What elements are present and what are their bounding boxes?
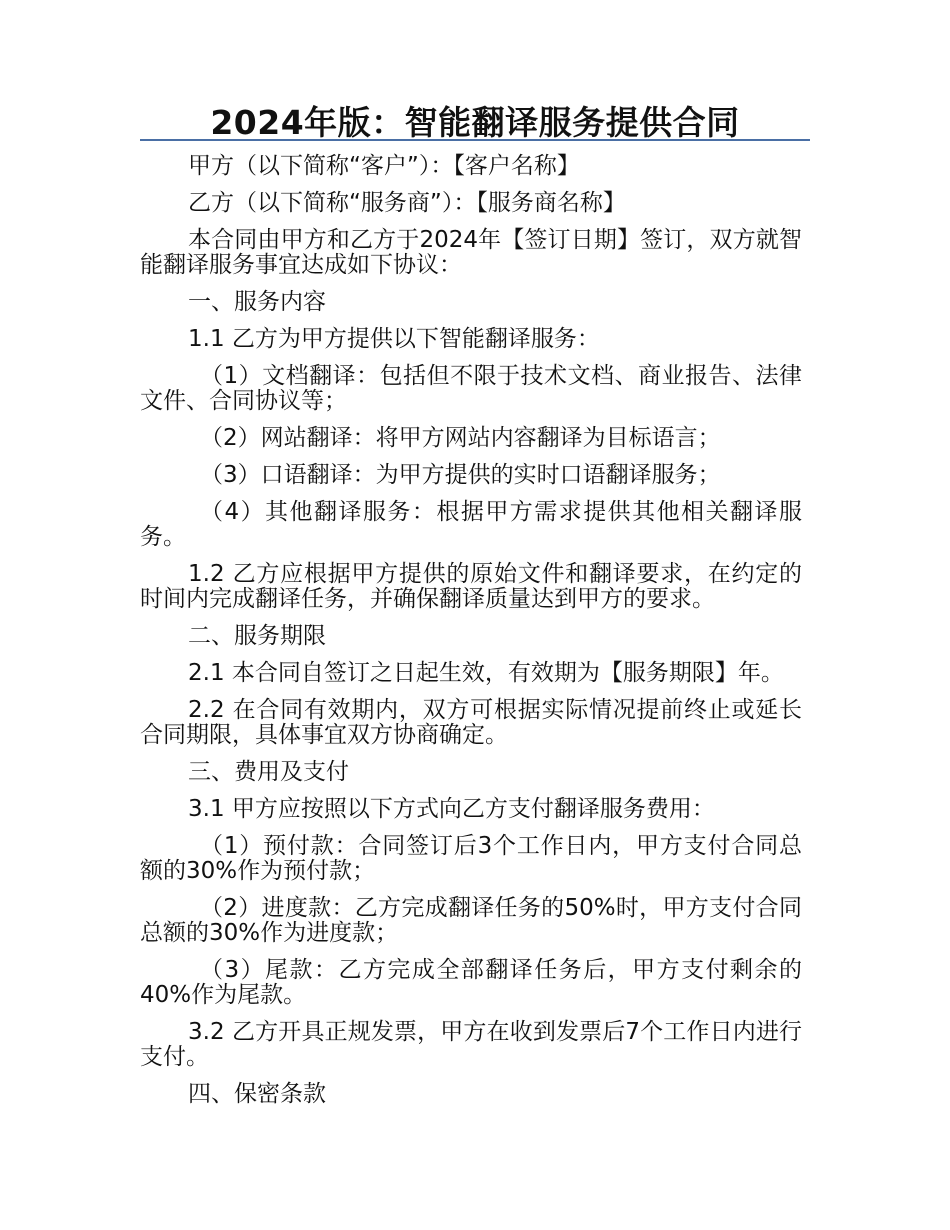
document-title: 2024年版：智能翻译服务提供合同 bbox=[210, 103, 740, 142]
clause-3-2: 3.2 乙方开具正规发票，甲方在收到发票后7个工作日内进行支付。 bbox=[140, 1019, 802, 1070]
title-underline bbox=[140, 139, 810, 141]
clause-3-1-item-1: （1）预付款：合同签订后3个工作日内，甲方支付合同总额的30%作为预付款； bbox=[140, 833, 802, 884]
section-heading-service-content: 一、服务内容 bbox=[188, 289, 326, 315]
clause-2-2: 2.2 在合同有效期内，双方可根据实际情况提前终止或延长合同期限，具体事宜双方协商确定。 bbox=[140, 697, 802, 748]
clause-1-1-item-2: （2）网站翻译：将甲方网站内容翻译为目标语言； bbox=[200, 425, 721, 451]
clause-1-1: 1.1 乙方为甲方提供以下智能翻译服务： bbox=[188, 326, 600, 352]
clause-2-1: 2.1 本合同自签订之日起生效，有效期为【服务期限】年。 bbox=[188, 660, 784, 686]
document-body bbox=[140, 154, 802, 1119]
preamble-paragraph: 本合同由甲方和乙方于2024年【签订日期】签订，双方就智能翻译服务事宜达成如下协议： bbox=[140, 227, 802, 278]
section-heading-confidentiality: 四、保密条款 bbox=[188, 1081, 326, 1107]
clause-3-1-item-2: （2）进度款：乙方完成翻译任务的50%时，甲方支付合同总额的30%作为进度款； bbox=[140, 895, 802, 946]
party-b-line: 乙方（以下简称“服务商”）：【服务商名称】 bbox=[188, 190, 626, 216]
clause-3-1-item-3: （3）尾款：乙方完成全部翻译任务后，甲方支付剩余的40%作为尾款。 bbox=[140, 957, 802, 1008]
party-a-line: 甲方（以下简称“客户”）：【客户名称】 bbox=[188, 153, 580, 179]
clause-1-2: 1.2 乙方应根据甲方提供的原始文件和翻译要求，在约定的时间内完成翻译任务，并确保翻译质量达到甲方的要求。 bbox=[140, 561, 802, 612]
clause-1-1-item-4: （4）其他翻译服务：根据甲方需求提供其他相关翻译服务。 bbox=[140, 499, 802, 550]
clause-3-1: 3.1 甲方应按照以下方式向乙方支付翻译服务费用： bbox=[188, 796, 715, 822]
section-heading-service-term: 二、服务期限 bbox=[188, 623, 326, 649]
clause-1-1-item-3: （3）口语翻译：为甲方提供的实时口语翻译服务； bbox=[200, 462, 721, 488]
section-heading-fees-payment: 三、费用及支付 bbox=[188, 759, 349, 785]
clause-1-1-item-1: （1）文档翻译：包括但不限于技术文档、商业报告、法律文件、合同协议等； bbox=[140, 363, 802, 414]
